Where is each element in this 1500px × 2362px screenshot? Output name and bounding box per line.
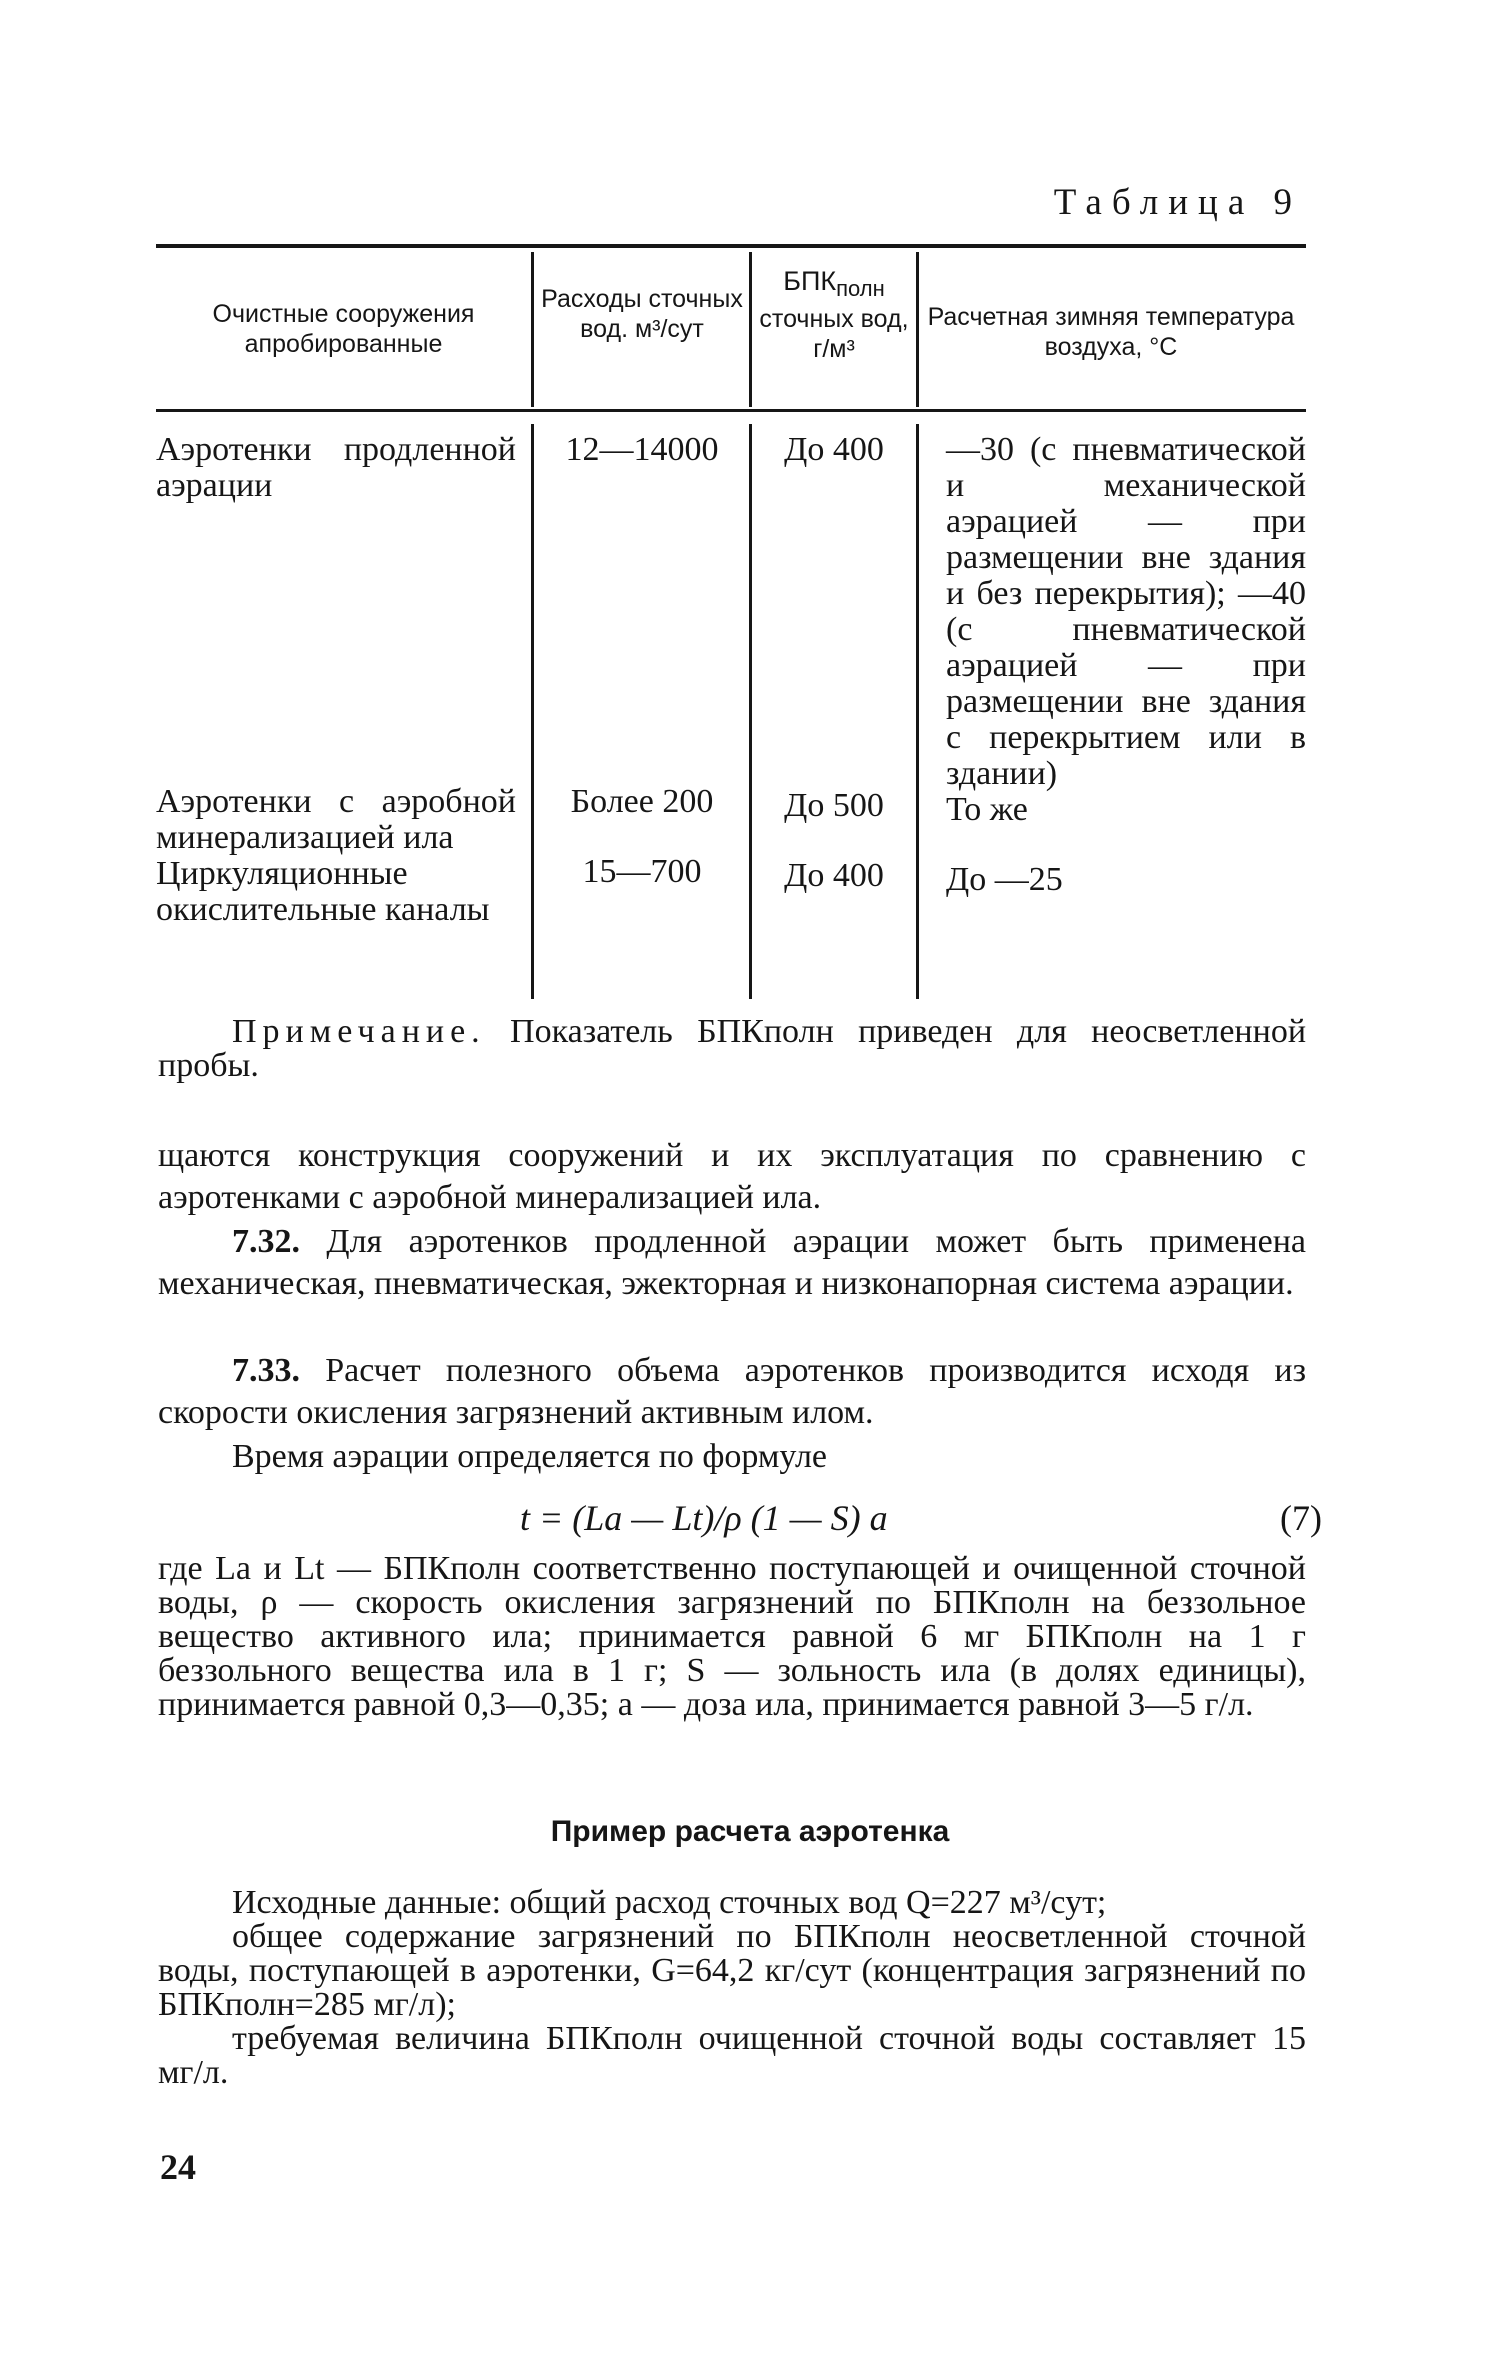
example-heading: Пример расчета аэротенка [550, 1815, 950, 1848]
page-number: 24 [160, 2147, 196, 2187]
note-text: Показатель БПКполн приведен для неосветленной пробы. [158, 1013, 1307, 1084]
row2-flow: Более 200 [570, 783, 714, 820]
data-table [156, 244, 1306, 1000]
header-bod-abbr: БПК [783, 266, 837, 296]
clause-text-7-32: Для аэротенков продленной аэрации может быть применена механическая, пневматическая, эжекторная и низконапорная система аэрации. [158, 1223, 1307, 1302]
table-note [158, 1015, 1306, 1083]
row1-flow: 12—14000 [565, 431, 719, 468]
header-divider-1 [531, 252, 534, 407]
table-top-rule [156, 244, 1306, 248]
row2-name: Аэротенки с аэробной минерализацией ила [156, 783, 516, 856]
row2-temperature: То же [946, 791, 1028, 828]
example-input-data: Исходные данные: общий расход сточных вод Q=227 м³/сут; [232, 1884, 1107, 1921]
formula-intro: Время аэрации определяется по формуле [232, 1438, 827, 1475]
formula-explanation: где La и Lt — БПКполн соответственно поступающей и очищенной сточной воды, ρ — скорость окисления загрязнений по БПКполн на беззольное вещество активного ила; принимается равной 6 мг БПКполн на 1 г беззольного вещества ила в 1 г; S — зольность ила (в долях единицы), принимается равной 0,3—0,35; а — доза ила, принимается равной 3—5 г/л. [158, 1550, 1306, 1723]
table-title: Таблица 9 [1053, 182, 1302, 223]
clause-number-7-33: 7.33. [232, 1352, 300, 1389]
row2-bod: До 500 [784, 787, 884, 824]
header-bottom-rule [156, 409, 1306, 412]
row3-flow: 15—700 [582, 853, 702, 890]
example-required-bod: требуемая величина БПКполн очищенной сточной воды составляет 15 мг/л. [158, 2020, 1306, 2091]
row1-name: Аэротенки продленной аэрации [156, 431, 516, 504]
clause-text-7-33: Расчет полезного объема аэротенков производится исходя из скорости окисления загрязнений активным илом. [158, 1352, 1307, 1431]
header-divider-3 [916, 252, 919, 407]
row3-name: Циркуляционные окислительные каналы [156, 855, 490, 928]
clause-number-7-32: 7.32. [232, 1223, 300, 1260]
example-pollution: общее содержание загрязнений по БПКполн неосветленной сточной воды, поступающей в аэротенки, G=64,2 кг/сут (концентрация загрязнений по БПКполн=285 мг/л); [158, 1918, 1306, 2023]
paragraph-7-32 [158, 1221, 1306, 1305]
paragraph-continuation: щаются конструкция сооружений и их эксплуатация по сравнению с аэротенками с аэробной минерализацией ила. [158, 1137, 1306, 1216]
row3-bod: До 400 [784, 857, 884, 894]
header-temperature: Расчетная зимняя температура воздуха, °С [927, 303, 1295, 361]
formula-number: (7) [1280, 1498, 1322, 1538]
body-divider-2 [749, 424, 752, 999]
header-flow: Расходы сточных вод. м³/сут [541, 285, 743, 343]
row1-temperature: —30 (с пневматической и механической аэрацией — при размещении вне здания и без перекрытия); —40 (с пневматической аэрацией — при размещении вне здания с перекрытием или в здании) [946, 431, 1306, 792]
row3-temperature: До —25 [946, 861, 1063, 898]
header-bod-sub: полн [836, 276, 885, 301]
body-divider-1 [531, 424, 534, 999]
row1-bod: До 400 [784, 431, 884, 468]
formula: t = (La — Lt)/ρ (1 — S) a [520, 1498, 888, 1538]
header-bod [754, 266, 914, 364]
header-bod-rest: сточных вод, г/м³ [759, 305, 909, 363]
header-divider-2 [749, 252, 752, 407]
body-divider-3 [916, 424, 919, 999]
paragraph-7-33 [158, 1350, 1306, 1434]
header-facilities: Очистные сооружения апробированные [212, 300, 475, 358]
note-label: Примечание. [232, 1013, 486, 1050]
